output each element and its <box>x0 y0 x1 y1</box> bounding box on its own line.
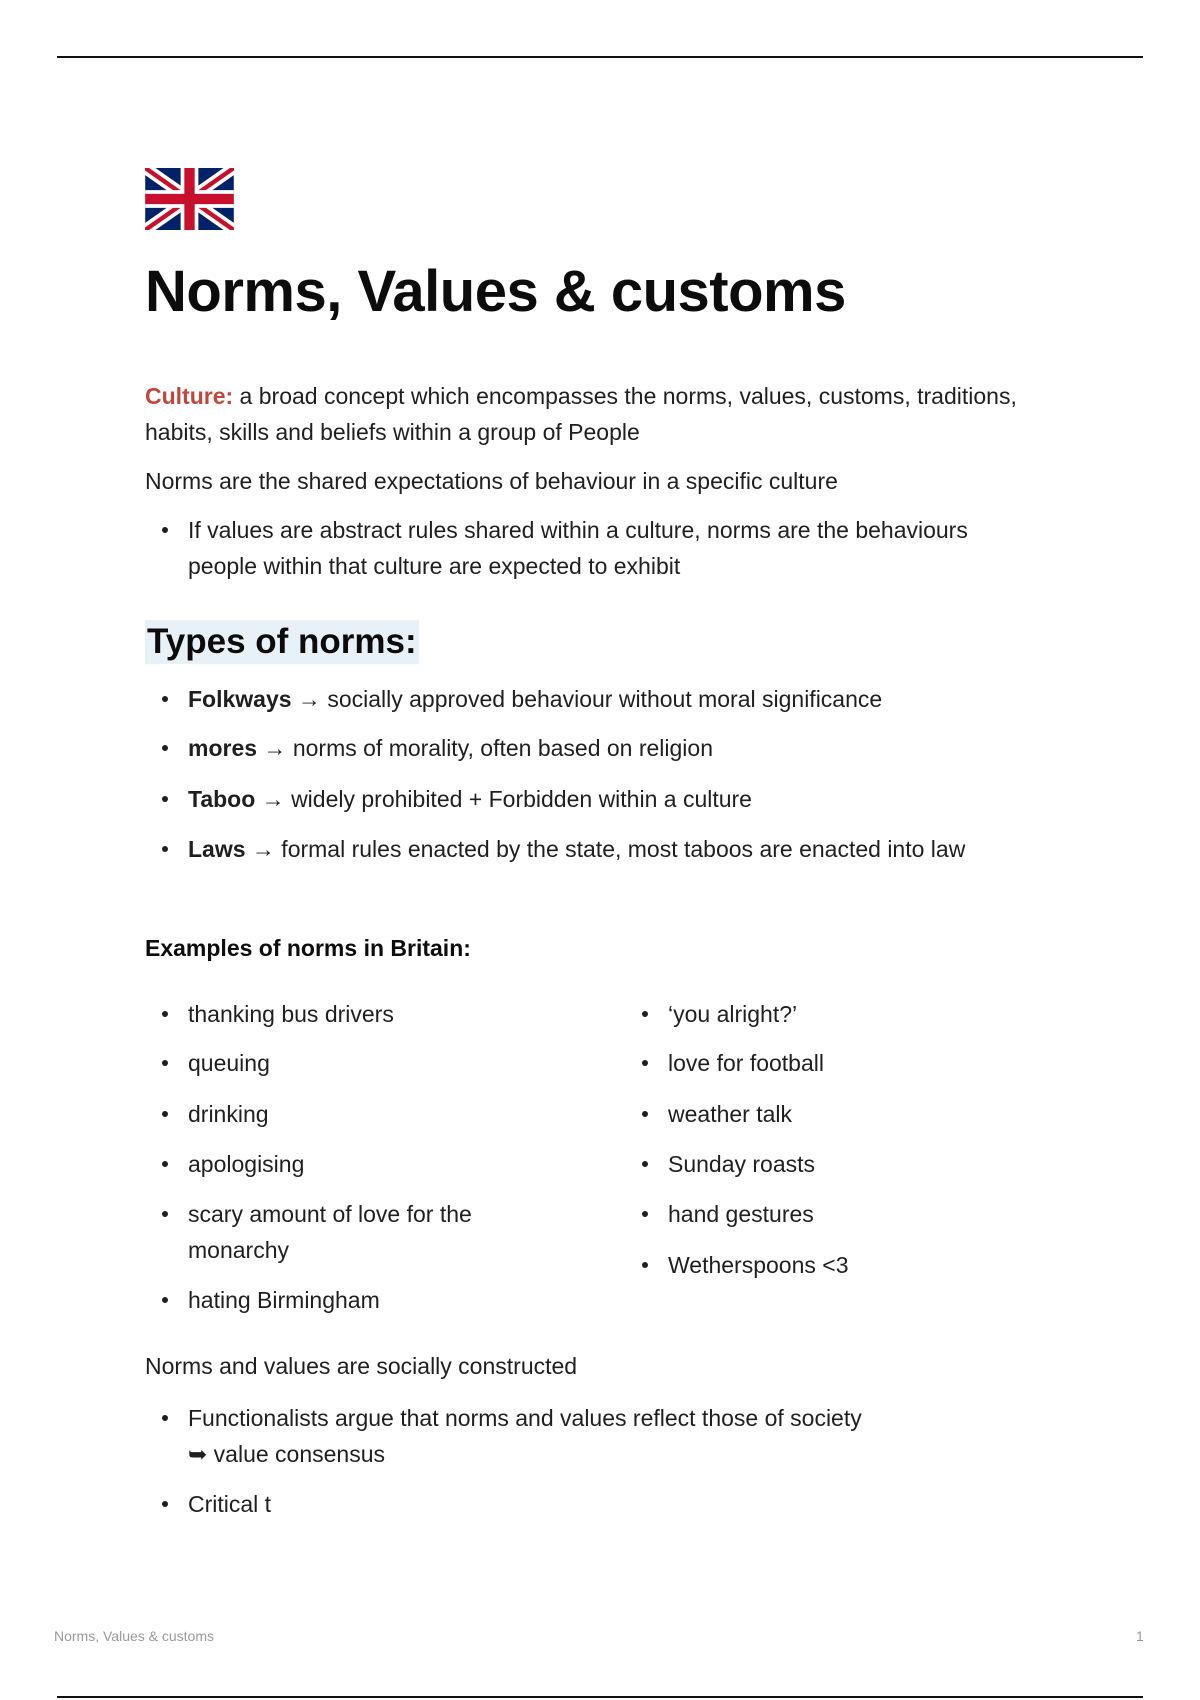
types-list <box>145 681 1045 867</box>
norms-definition: Norms are the shared expectations of behaviour in a specific culture <box>145 468 838 494</box>
type-term: Folkways <box>188 686 292 712</box>
list-item: drinking <box>145 1096 545 1132</box>
list-item: love for football <box>625 1045 1045 1081</box>
types-heading: Types of norms: <box>145 620 419 664</box>
culture-term: Culture: <box>145 383 234 409</box>
list-item <box>145 1486 1045 1522</box>
type-term: mores <box>188 735 258 761</box>
list-item: hating Birmingham <box>145 1282 545 1318</box>
culture-definition <box>145 378 1025 450</box>
type-item-taboo <box>145 781 1045 817</box>
type-item-laws <box>145 831 1045 867</box>
page-title: Norms, Values & customs <box>145 259 846 324</box>
examples-right-list <box>625 996 1045 1283</box>
constructed-bullet-list <box>145 1400 1045 1522</box>
list-item: ‘you alright?’ <box>625 996 1045 1032</box>
type-item-mores <box>145 730 1045 766</box>
list-item: If values are abstract rules shared within a culture, norms are the behaviours people within that culture are expected to exhibit <box>145 512 1025 584</box>
list-item-subline: ➥ value consensus <box>188 1441 385 1467</box>
list-item: weather talk <box>625 1096 1045 1132</box>
uk-flag-icon <box>145 168 234 230</box>
examples-left-list <box>145 996 545 1318</box>
list-item: Sunday roasts <box>625 1146 1045 1182</box>
list-item-line: Functionalists argue that norms and values reflect those of society <box>188 1405 862 1431</box>
list-item: Wetherspoons <3 <box>625 1247 1045 1283</box>
type-term: Taboo <box>188 786 256 812</box>
top-rule <box>57 56 1143 58</box>
type-term: Laws <box>188 836 246 862</box>
type-desc: → norms of morality, often based on religion <box>257 735 714 761</box>
list-item: hand gestures <box>625 1196 1045 1232</box>
type-desc: → formal rules enacted by the state, most taboos are enacted into law <box>245 836 966 862</box>
examples-heading: Examples of norms in Britain: <box>145 935 471 961</box>
list-item-line: Critical t <box>188 1491 272 1517</box>
norms-bullet-list <box>145 512 1025 584</box>
type-item-folkways <box>145 681 1045 717</box>
bottom-rule <box>57 1696 1143 1698</box>
type-desc: → socially approved behaviour without moral significance <box>291 686 883 712</box>
list-item: thanking bus drivers <box>145 996 545 1032</box>
list-item: scary amount of love for the monarchy <box>145 1196 508 1268</box>
type-desc: → widely prohibited + Forbidden within a culture <box>255 786 752 812</box>
list-item <box>145 1400 1045 1472</box>
page-number: 1 <box>1136 1628 1144 1644</box>
list-item: queuing <box>145 1045 545 1081</box>
list-item: apologising <box>145 1146 545 1182</box>
socially-constructed-text: Norms and values are socially constructed <box>145 1353 578 1379</box>
culture-text: a broad concept which encompasses the norms, values, customs, traditions, habits, skills and beliefs within a group of People <box>145 383 1017 445</box>
footer-title: Norms, Values & customs <box>54 1628 215 1644</box>
